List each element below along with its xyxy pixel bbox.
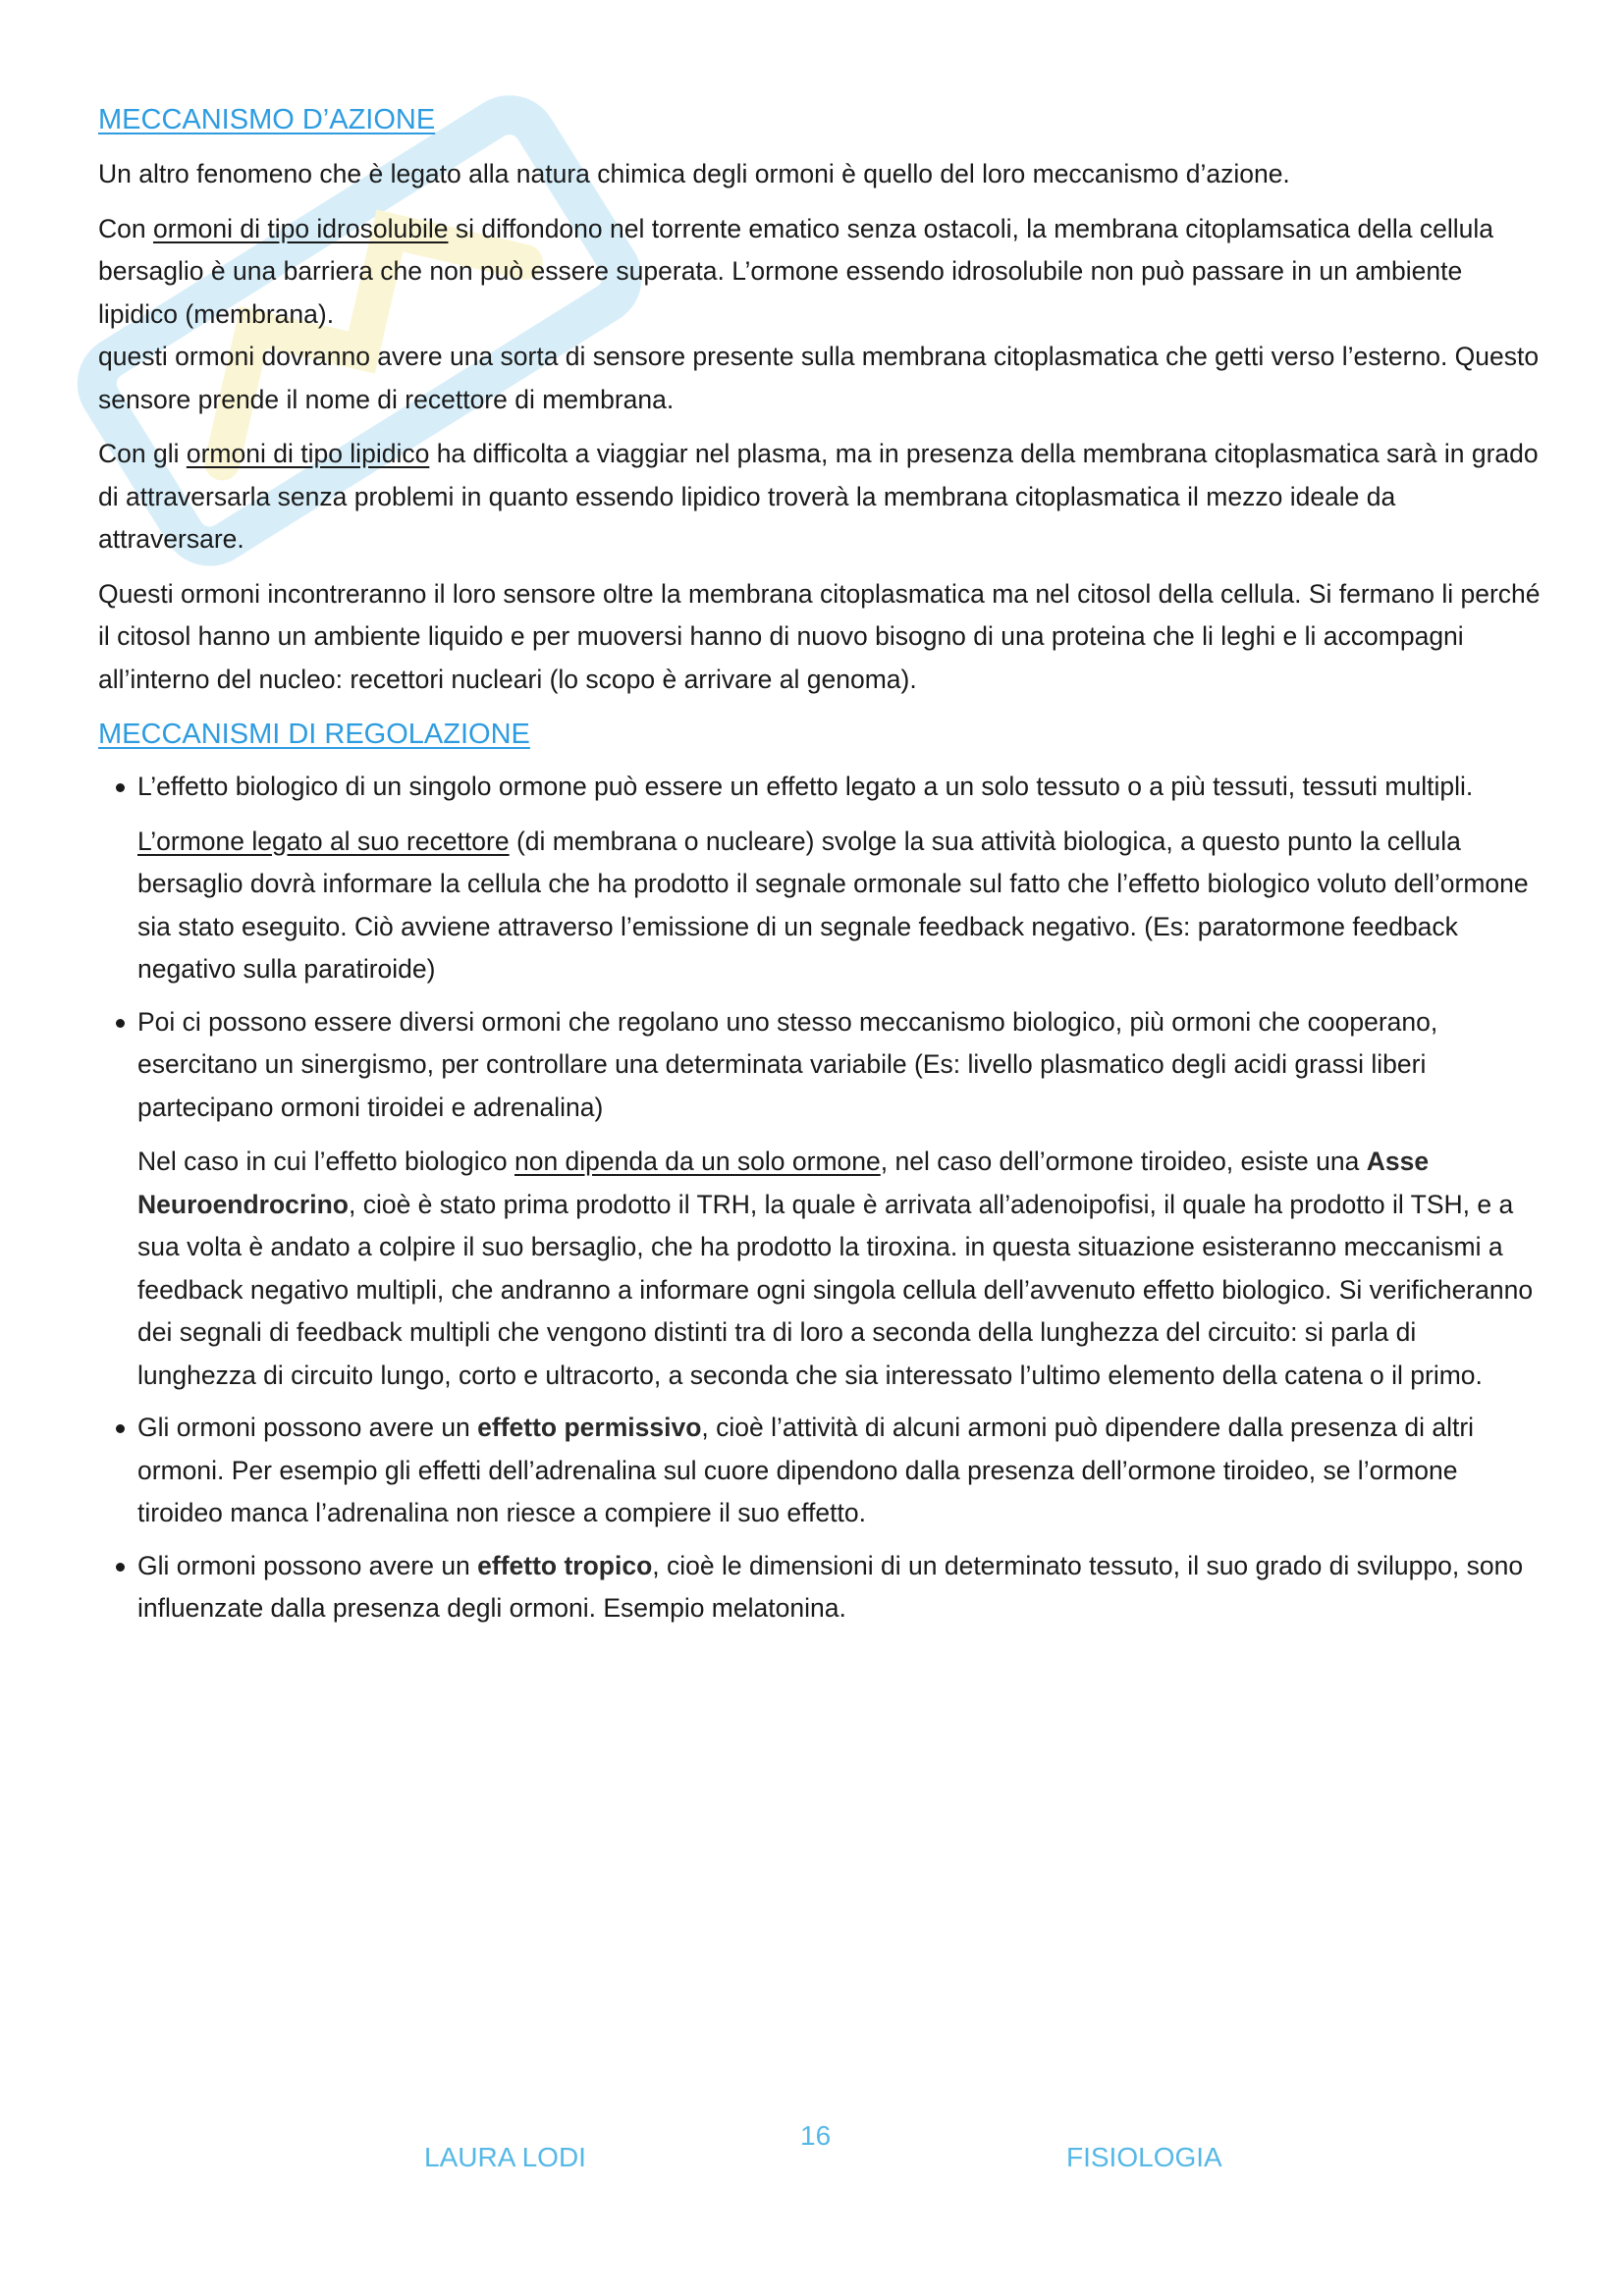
paragraph: Questi ormoni incontreranno il loro sensore oltre la membrana citoplasmatica ma nel citosol della cellula. Si fermano li perché il citosol hanno un ambiente liquido e per muoversi hanno di nuovo bisogno di una proteina che li leghi e li accompagni all’interno del nucleo: recettori nucleari (lo scopo è arrivare al genoma). bbox=[98, 578, 1541, 694]
paragraph: Con gli ormoni di tipo lipidico ha difficolta a viaggiar nel plasma, ma in presenza della membrana citoplasmatica sarà in grado di attraversarla senza problemi in quanto essendo lipidico troverà la membrana citoplasmatica il mezzo ideale da attraversare. bbox=[98, 439, 1539, 554]
underlined-term: non dipenda da un solo ormone bbox=[514, 1147, 881, 1176]
bullet-icon bbox=[116, 783, 125, 792]
paragraph: questi ormoni dovranno avere una sorta di sensore presente sulla membrana citoplasmatica che getti verso l’esterno. Questo sensore prende il nome di recettore di membrana. bbox=[98, 342, 1540, 414]
paragraph: Con ormoni di tipo idrosolubile si diffondono nel torrente ematico senza ostacoli, la membrana citoplamsatica della cellula bersaglio è una barriera che non può essere superata. L’ormone essendo idrosolubile non può passare in un ambiente lipidico (membrana). bbox=[98, 213, 1493, 329]
paragraph: Un altro fenomeno che è legato alla natura chimica degli ormoni è quello del loro meccanismo d’azione. bbox=[98, 159, 1290, 188]
page-number: 16 bbox=[800, 2120, 832, 2151]
section-heading-meccanismi-regolazione: MECCANISMI DI REGOLAZIONE bbox=[98, 719, 530, 750]
highlighted-term: Asse Neuroendrocrino bbox=[137, 1147, 1430, 1219]
section-heading-meccanismo-azione: MECCANISMO D’AZIONE bbox=[98, 104, 436, 135]
list-item: Gli ormoni possono avere un effetto permissivo, cioè l’attività di alcuni armoni può dipendere dalla presenza di altri ormoni. Per esempio gli effetti dell’adrenalina sul cuore dipendono dalla presenza dell’ormone tiroideo, se l’ormone tiroideo manca l’adrenalina non riesce a compiere il suo effetto. bbox=[98, 1407, 1542, 1535]
footer-subject: FISIOLOGIA bbox=[1066, 2142, 1222, 2172]
bullet-icon bbox=[116, 1424, 125, 1433]
underlined-term: L’ormone legato al suo recettore bbox=[137, 826, 510, 856]
page-footer bbox=[0, 2120, 1624, 2179]
bullet-icon bbox=[116, 1019, 125, 1028]
footer-author: LAURA LODI bbox=[424, 2142, 586, 2172]
underlined-term: ormoni di tipo lipidico bbox=[186, 439, 430, 468]
page-content bbox=[98, 98, 1542, 1630]
highlighted-term: effetto permissivo bbox=[477, 1413, 702, 1442]
bullet-list bbox=[98, 766, 1542, 1630]
list-item: Gli ormoni possono avere un effetto tropico, cioè le dimensioni di un determinato tessuto, il suo grado di sviluppo, sono influenzate dalla presenza degli ormoni. Esempio melatonina. bbox=[98, 1545, 1542, 1630]
underlined-term: ormoni di tipo idrosolubile bbox=[152, 213, 449, 243]
list-item: L’effetto biologico di un singolo ormone può essere un effetto legato a un solo tessuto o a più tessuti, tessuti multipli. L’ormone legato al suo recettore (di membrana o nucleare) svolge la sua attività biologica, a questo punto la cellula bersaglio dovrà informare la cellula che ha prodotto il segnale ormonale sul fatto che l’effetto biologico voluto dell’ormone sia stato eseguito. Ciò avviene attraverso l’emissione di un segnale feedback negativo. (Es: paratormone feedback negativo sulla paratiroide) bbox=[98, 766, 1542, 991]
bullet-icon bbox=[116, 1563, 125, 1572]
list-item: Poi ci possono essere diversi ormoni che regolano uno stesso meccanismo biologico, più ormoni che cooperano, esercitano un sinergismo, per controllare una determinata variabile (Es: livello plasmatico degli acidi grassi liberi partecipano ormoni tiroidei e adrenalina) Nel caso in cui l’effetto biologico non dipenda da un solo ormone, nel caso dell’ormone tiroideo, esiste una Asse Neuroendrocrino, cioè è stato prima prodotto il TRH, la quale è arrivata all’adenoipofisi, il quale ha prodotto il TSH, e a sua volta è andato a colpire il suo bersaglio, che ha prodotto la tiroxina. in questa situazione esisteranno meccanismi a feedback negativo multipli, che andranno a informare ogni singola cellula dell’avvenuto effetto biologico. Si verificheranno dei segnali di feedback multipli che vengono distinti tra di loro a seconda della lunghezza del circuito: si parla di lunghezza di circuito lungo, corto e ultracorto, a seconda che sia interessato l’ultimo elemento della catena o il primo. bbox=[98, 1001, 1542, 1398]
highlighted-term: effetto tropico bbox=[477, 1550, 653, 1580]
